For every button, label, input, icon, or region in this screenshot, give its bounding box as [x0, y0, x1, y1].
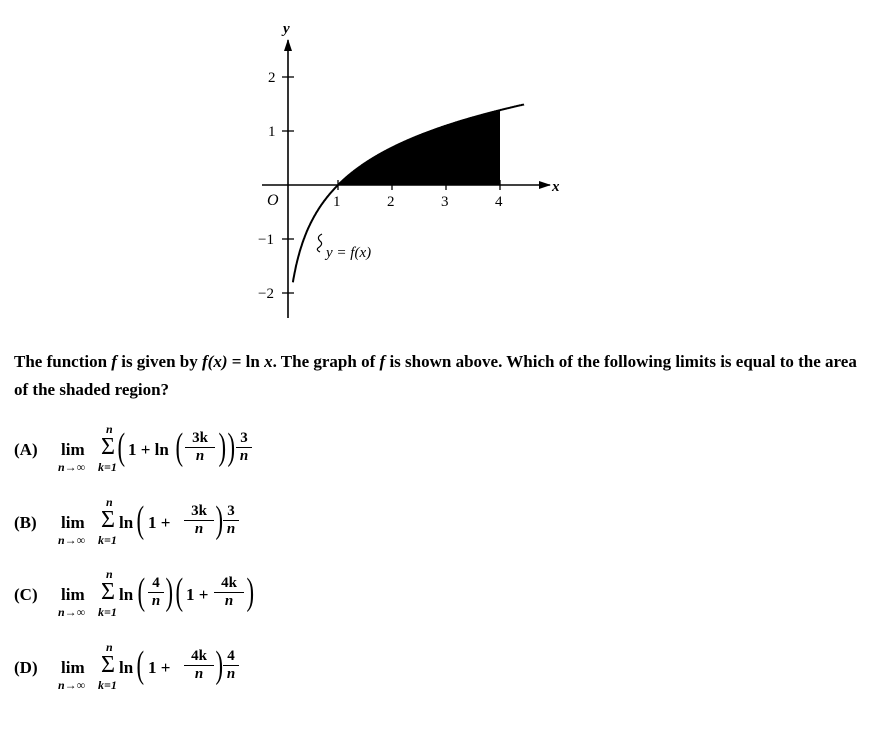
y-axis-label: y [283, 21, 290, 37]
choice-c-lim-sub: n→∞ [58, 605, 86, 619]
question-fx: f(x) [202, 352, 228, 371]
choice-a[interactable] [14, 420, 414, 482]
choice-c-inner-den: n [148, 592, 164, 610]
choice-d-rparen: ) [215, 644, 224, 686]
question-f2: f [379, 352, 386, 371]
choice-c-inner-num: 4 [152, 575, 160, 591]
choice-d-one-plus: 1 + [148, 658, 171, 677]
choice-a-lparen-outer: ( [117, 426, 126, 468]
y-tick-label-2: 2 [268, 70, 276, 86]
choice-a-outer-den: n [236, 447, 252, 465]
choice-b-inner-frac [184, 503, 214, 538]
choice-a-outer-frac [236, 430, 252, 465]
choice-d-inner-den: n [184, 665, 214, 683]
choice-b-one-plus: 1 + [148, 513, 171, 532]
choice-c-rparen-inner: ) [165, 571, 174, 613]
choice-b-sum-bottom: k=1 [98, 533, 117, 547]
choice-b-outer-num: 3 [227, 503, 235, 519]
choice-c-rparen-outer: ) [246, 571, 255, 613]
choice-d[interactable] [14, 640, 414, 702]
y-tick-label-neg2: −2 [258, 286, 274, 302]
question-part1: The function [14, 352, 112, 371]
choice-a-one-plus-ln: 1 + ln [128, 440, 169, 459]
choice-a-lparen-inner: ( [175, 426, 184, 468]
x-tick-label-3: 3 [441, 194, 449, 210]
choice-a-letter: (A) [14, 440, 38, 459]
choice-d-lim-sub: n→∞ [58, 678, 86, 692]
choice-c-letter: (C) [14, 585, 38, 604]
y-tick-label-1: 1 [268, 124, 276, 140]
choice-c-lparen-inner: ( [137, 571, 146, 613]
curve-label: y = f(x) [326, 245, 372, 261]
choice-c-outer-den: n [214, 592, 244, 610]
choice-d-sum-bottom: k=1 [98, 678, 117, 692]
choice-b-outer-frac [223, 503, 239, 538]
choice-b[interactable] [14, 495, 414, 557]
shaded-region [338, 110, 500, 185]
choice-d-lparen: ( [136, 644, 145, 686]
choice-c-sum-top: n [106, 567, 113, 581]
choice-c-sigma: Σ [101, 579, 115, 605]
question-part4: . The graph of [272, 352, 380, 371]
choice-d-outer-den: n [223, 665, 239, 683]
curve-label-pointer [317, 234, 322, 252]
choice-d-outer-num: 4 [227, 648, 235, 664]
choice-c-lim: lim [61, 585, 85, 604]
choice-a-rparen-inner: ) [218, 426, 227, 468]
choice-c-outer-num: 4k [221, 575, 237, 591]
question-x: x [264, 352, 273, 371]
choice-c-inner-frac [148, 575, 164, 610]
choice-d-letter: (D) [14, 658, 38, 677]
choice-b-lim: lim [61, 513, 85, 532]
choice-d-inner-frac [184, 648, 214, 683]
question-text [14, 348, 874, 404]
question-part3: = ln [227, 352, 265, 371]
choice-d-inner-num: 4k [191, 648, 207, 664]
choice-b-letter: (B) [14, 513, 37, 532]
choice-a-inner-den: n [185, 447, 215, 465]
choice-a-sigma: Σ [101, 434, 115, 460]
choice-b-lim-sub: n→∞ [58, 533, 86, 547]
y-tick-label-neg1: −1 [258, 232, 274, 248]
choice-b-inner-den: n [184, 520, 214, 538]
choice-b-outer-den: n [223, 520, 239, 538]
ln-graph [0, 0, 885, 340]
choice-b-sigma: Σ [101, 507, 115, 533]
choice-d-sum-top: n [106, 640, 113, 654]
choice-d-lim: lim [61, 658, 85, 677]
choice-a-lim-sub: n→∞ [58, 460, 86, 474]
choice-c-ln: ln [119, 585, 134, 604]
choice-d-ln: ln [119, 658, 134, 677]
choice-a-rparen-outer: ) [227, 426, 236, 468]
x-tick-label-4: 4 [495, 194, 503, 210]
choice-a-lim: lim [61, 440, 85, 459]
choice-a-inner-frac [185, 430, 215, 465]
choice-b-ln: ln [119, 513, 134, 532]
question-f1: f [111, 352, 117, 371]
choice-a-sum-top: n [106, 422, 113, 436]
choice-b-sum-top: n [106, 495, 113, 509]
x-tick-label-2: 2 [387, 194, 395, 210]
choice-d-outer-frac [223, 648, 239, 683]
choice-a-sum-bottom: k=1 [98, 460, 117, 474]
choice-b-rparen: ) [215, 499, 224, 541]
origin-label: O [267, 192, 279, 209]
choice-c[interactable] [14, 563, 414, 625]
choice-c-sum-bottom: k=1 [98, 605, 117, 619]
choice-b-lparen: ( [136, 499, 145, 541]
choice-a-inner-num: 3k [192, 430, 208, 446]
question-part2: is given by [116, 352, 202, 371]
choice-c-lparen-outer: ( [175, 571, 184, 613]
choice-b-inner-num: 3k [191, 503, 207, 519]
x-tick-label-1: 1 [333, 194, 341, 210]
choice-c-outer-frac [214, 575, 244, 610]
choice-d-sigma: Σ [101, 652, 115, 678]
question-part5: is shown above. Which of the following limits is equal to the area of the shaded region? [14, 352, 857, 399]
choice-c-one-plus: 1 + [186, 585, 209, 604]
choice-a-outer-num: 3 [240, 430, 248, 446]
x-axis-label: x [552, 179, 560, 195]
